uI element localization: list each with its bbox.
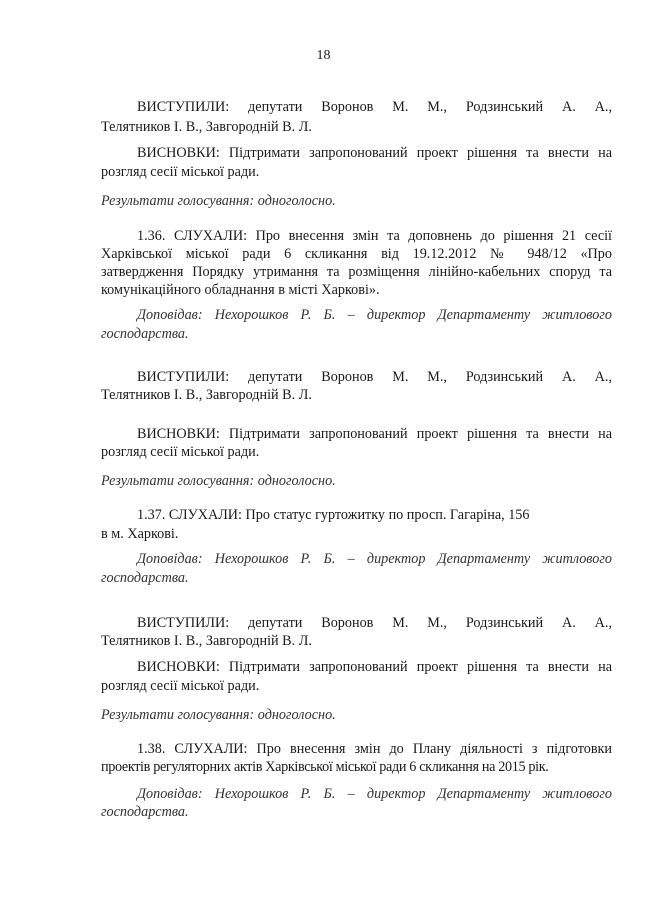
conclusions-line-2: розгляд сесії міської ради. <box>101 164 260 180</box>
speakers-line-1: ВИСТУПИЛИ: депутати Воронов М. М., Родзинський А. А., <box>137 615 612 631</box>
voting-results: Результати голосування: одноголосно. <box>101 707 336 723</box>
reporter-line-1: Доповідав: Нехорошков Р. Б. – директор Департаменту житлового <box>137 786 612 802</box>
conclusions-line-2: розгляд сесії міської ради. <box>101 678 260 694</box>
speakers-line-2: Телятников І. В., Завгородній В. Л. <box>101 119 312 135</box>
conclusions-line-1: ВИСНОВКИ: Підтримати запропонований проект рішення та внести на <box>137 145 612 161</box>
reporter-line-2: господарства. <box>101 804 189 820</box>
heard-line-1: 1.38. СЛУХАЛИ: Про внесення змін до Плану діяльності з підготовки <box>137 741 612 757</box>
reporter-line-2: господарства. <box>101 570 189 586</box>
heard-line-4: комунікаційного обладнання в місті Харкові». <box>101 282 380 298</box>
reporter-line-1: Доповідав: Нехорошков Р. Б. – директор Департаменту житлового <box>137 307 612 323</box>
heard-line-1: 1.37. СЛУХАЛИ: Про статус гуртожитку по просп. Гагаріна, 156 <box>137 507 530 523</box>
page-number: 18 <box>316 48 331 63</box>
voting-results: Результати голосування: одноголосно. <box>101 193 336 209</box>
speakers-line-2: Телятников І. В., Завгородній В. Л. <box>101 387 312 403</box>
heard-line-2: Харківської міської ради 6 скликання від 19.12.2012 № 948/12 «Про <box>101 246 612 262</box>
heard-line-2: в м. Харкові. <box>101 526 179 542</box>
reporter-line-1: Доповідав: Нехорошков Р. Б. – директор Департаменту житлового <box>137 551 612 567</box>
reporter-line-2: господарства. <box>101 326 189 342</box>
conclusions-line-1: ВИСНОВКИ: Підтримати запропонований проект рішення та внести на <box>137 426 612 442</box>
speakers-line-2: Телятников І. В., Завгородній В. Л. <box>101 633 312 649</box>
voting-results: Результати голосування: одноголосно. <box>101 473 336 489</box>
speakers-line-1: ВИСТУПИЛИ: депутати Воронов М. М., Родзинський А. А., <box>137 369 612 385</box>
heard-line-1: 1.36. СЛУХАЛИ: Про внесення змін та доповнень до рішення 21 сесії <box>137 228 612 244</box>
conclusions-line-1: ВИСНОВКИ: Підтримати запропонований проект рішення та внести на <box>137 659 612 675</box>
heard-line-3: затвердження Порядку утримання та розміщення лінійно-кабельних споруд та <box>101 264 612 280</box>
speakers-line-1: ВИСТУПИЛИ: депутати Воронов М. М., Родзинський А. А., <box>137 99 612 115</box>
conclusions-line-2: розгляд сесії міської ради. <box>101 444 260 460</box>
heard-line-2: проектів регуляторних актів Харківської міської ради 6 скликання на 2015 рік. <box>101 759 549 775</box>
